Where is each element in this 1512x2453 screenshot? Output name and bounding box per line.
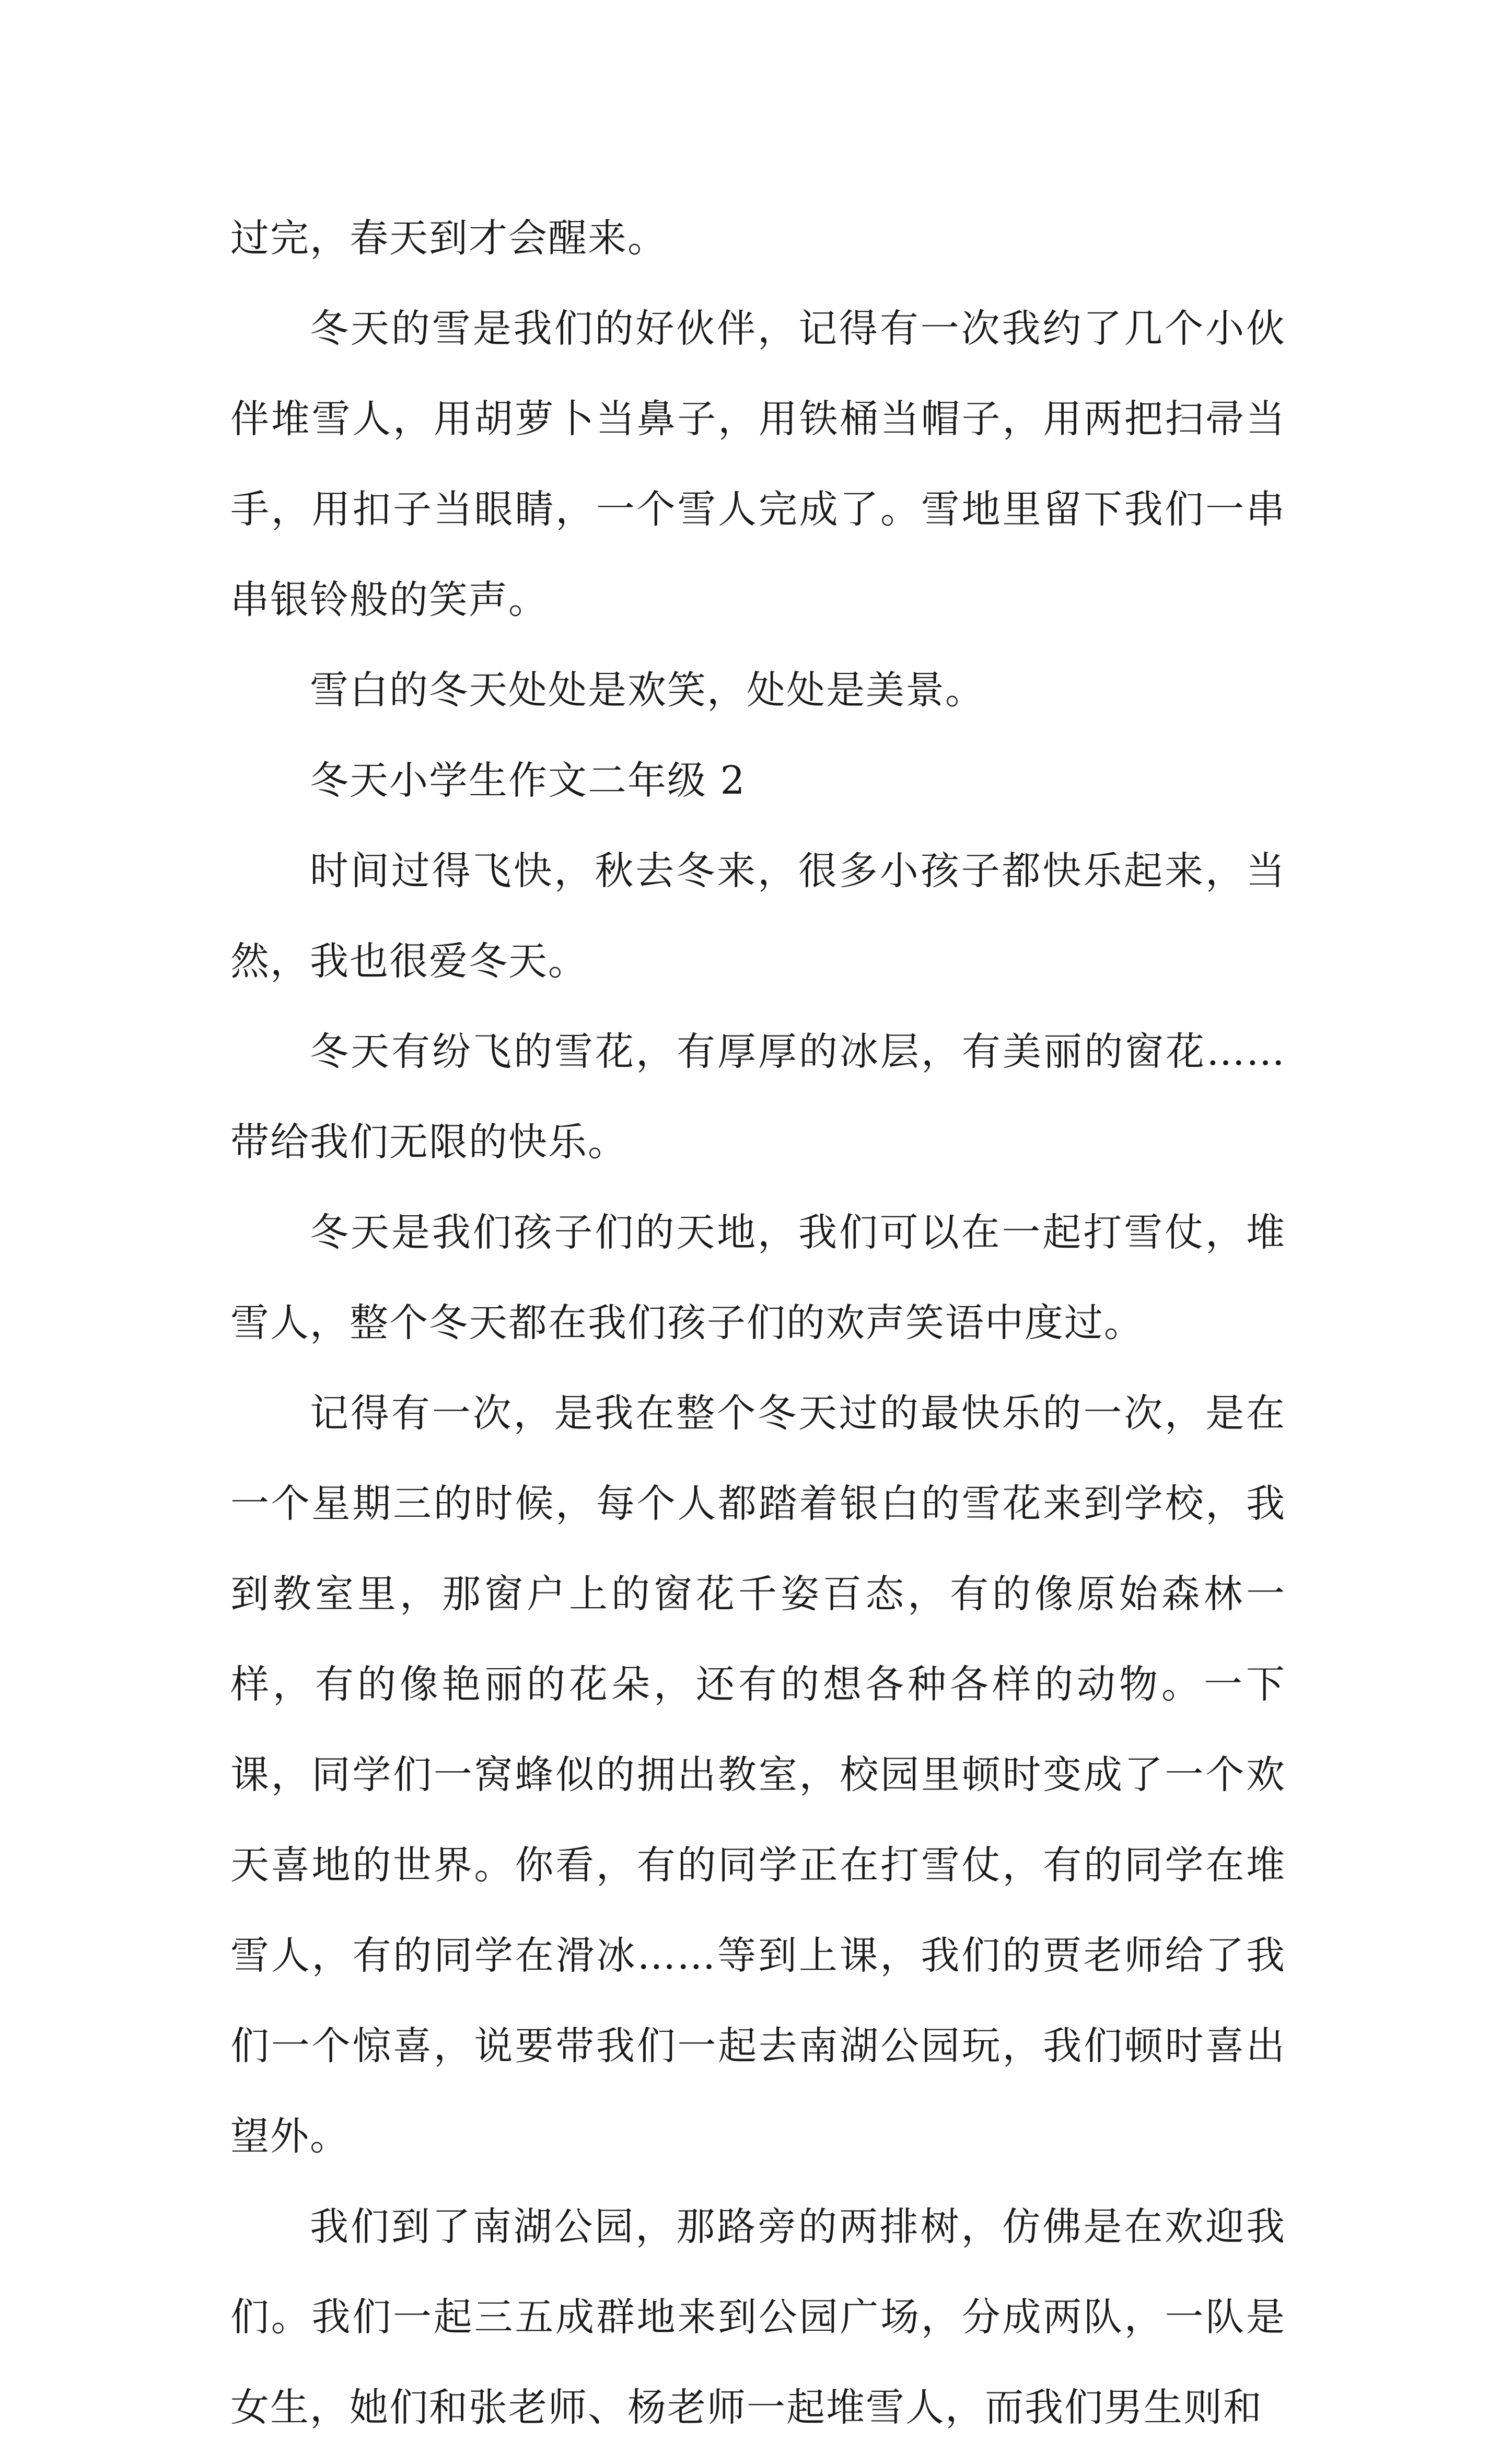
paragraph-9: 我们到了南湖公园，那路旁的两排树，仿佛是在欢迎我们。我们一起三五成群地来到公园广场，分成两队，一队是女生，她们和张老师、杨老师一起堆雪人，而我们男生则和 xyxy=(230,2204,1286,2430)
paragraph-6: 冬天有纷飞的雪花，有厚厚的冰层，有美丽的窗花……带给我们无限的快乐。 xyxy=(230,1029,1286,1165)
paragraph-1: 过完，春天到才会醒来。 xyxy=(230,216,667,261)
document-body xyxy=(230,193,1286,2453)
paragraph-7: 冬天是我们孩子们的天地，我们可以在一起打雪仗，堆雪人，整个冬天都在我们孩子们的欢声笑语中度过。 xyxy=(230,1210,1286,1345)
paragraph-3: 雪白的冬天处处是欢笑，处处是美景。 xyxy=(310,668,985,713)
section-heading: 冬天小学生作文二年级 2 xyxy=(310,758,746,803)
paragraph-5: 时间过得飞快，秋去冬来，很多小孩子都快乐起来，当然，我也很爱冬天。 xyxy=(230,848,1286,984)
paragraph-2: 冬天的雪是我们的好伙伴，记得有一次我约了几个小伙伴堆雪人，用胡萝卜当鼻子，用铁桶当帽子，用两把扫帚当手，用扣子当眼睛，一个雪人完成了。雪地里留下我们一串串银铃般的笑声。 xyxy=(230,306,1286,622)
paragraph-8: 记得有一次，是我在整个冬天过的最快乐的一次，是在一个星期三的时候，每个人都踏着银白的雪花来到学校，我到教室里，那窗户上的窗花千姿百态，有的像原始森林一样，有的像艳丽的花朵，还有的想各种各样的动物。一下课，同学们一窝蜂似的拥出教室，校园里顿时变成了一个欢天喜地的世界。你看，有的同学正在打雪仗，有的同学在堆雪人，有的同学在滑冰……等到上课，我们的贾老师给了我们一个惊喜，说要带我们一起去南湖公园玩，我们顿时喜出望外。 xyxy=(230,1391,1286,2159)
